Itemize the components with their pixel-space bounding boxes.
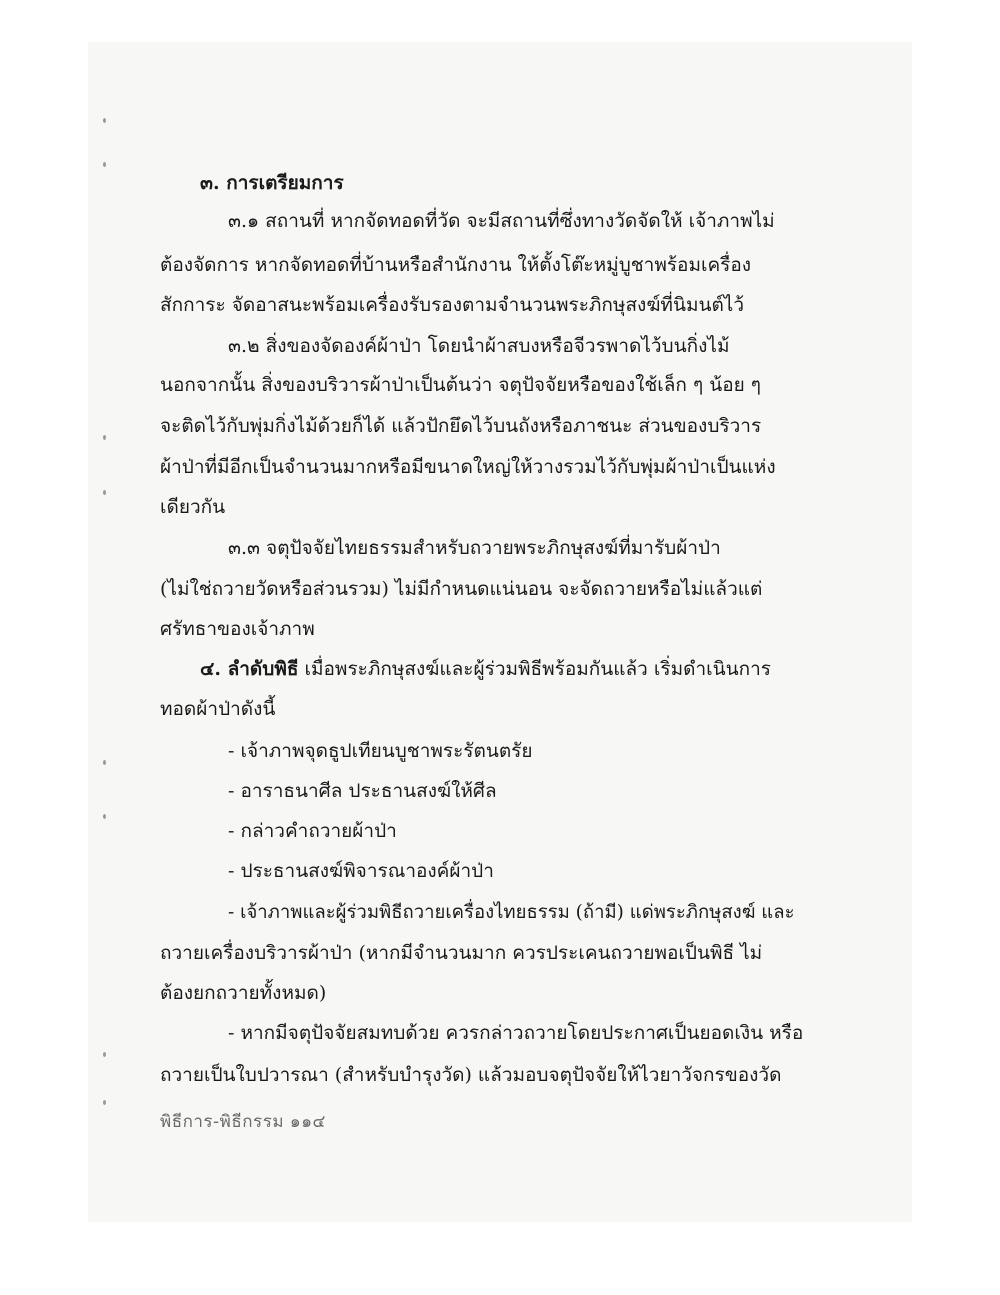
scan-speck (103, 760, 106, 765)
ceremony-step: - หากมีจตุปัจจัยสมทบด้วย ควรกล่าวถวายโดยประกาศเป็นยอดเงิน หรือ (228, 1022, 804, 1044)
ceremony-step: - ประธานสงฆ์พิจารณาองค์ผ้าป่า (228, 860, 494, 882)
page-footer: พิธีการ-พิธีกรรม ๑๑๔ (160, 1112, 326, 1132)
ceremony-step: - อาราธนาศีล ประธานสงฆ์ให้ศีล (228, 780, 497, 802)
paragraph-3-2-line: ผ้าป่าที่มีอีกเป็นจำนวนมากหรือมีขนาดใหญ่ให้วางรวมไว้กับพุ่มผ้าป่าเป็นแห่ง (160, 456, 776, 478)
ceremony-step: - เจ้าภาพและผู้ร่วมพิธีถวายเครื่องไทยธรรม (ถ้ามี) แด่พระภิกษุสงฆ์ และ (228, 902, 795, 923)
scan-speck (103, 435, 106, 440)
section-3-heading: ๓. การเตรียมการ (200, 172, 344, 194)
section-4-heading: ๔. ลำดับพิธี (200, 658, 299, 680)
paragraph-3-2-line: ๓.๒ สิ่งของจัดองค์ผ้าป่า โดยนำผ้าสบงหรือจีวรพาดไว้บนกิ่งไม้ (228, 335, 730, 357)
ceremony-step: - เจ้าภาพจุดธูปเทียนบูชาพระรัตนตรัย (228, 740, 533, 762)
paragraph-3-2-line: จะติดไว้กับพุ่มกิ่งไม้ด้วยก็ได้ แล้วปักยึดไว้บนถังหรือภาชนะ ส่วนของบริวาร (160, 415, 762, 437)
paragraph-3-2-line: นอกจากนั้น สิ่งของบริวารผ้าป่าเป็นต้นว่า จตุปัจจัยหรือของใช้เล็ก ๆ น้อย ๆ (160, 374, 761, 396)
scan-speck (103, 490, 106, 495)
paragraph-3-1-line: ๓.๑ สถานที่ หากจัดทอดที่วัด จะมีสถานที่ซึ่งทางวัดจัดให้ เจ้าภาพไม่ (228, 210, 775, 232)
ceremony-step: - กล่าวคำถวายผ้าป่า (228, 820, 397, 842)
ceremony-step-continued: ถวายเป็นใบปวารณา (สำหรับบำรุงวัด) แล้วมอบจตุปัจจัยให้ไวยาวัจกรของวัด (160, 1064, 782, 1086)
scan-speck (103, 162, 106, 167)
paragraph-3-3-line: (ไม่ใช่ถวายวัดหรือส่วนรวม) ไม่มีกำหนดแน่นอน จะจัดถวายหรือไม่แล้วแต่ (160, 578, 763, 600)
scan-speck (103, 118, 106, 123)
ceremony-step-continued: ถวายเครื่องบริวารผ้าป่า (หากมีจำนวนมาก ควรประเคนถวายพอเป็นพิธี ไม่ (160, 942, 763, 964)
ceremony-step-continued: ต้องยกถวายทั้งหมด) (160, 982, 327, 1004)
paragraph-3-2-line: เดียวกัน (160, 496, 226, 518)
section-4-intro-line: ทอดผ้าป่าดังนี้ (160, 698, 276, 720)
scan-speck (103, 1052, 106, 1057)
paragraph-3-1-line: ต้องจัดการ หากจัดทอดที่บ้านหรือสำนักงาน ให้ตั้งโต๊ะหมู่บูชาพร้อมเครื่อง (160, 254, 752, 276)
section-4-intro (200, 656, 771, 682)
scan-speck (103, 1100, 106, 1105)
paragraph-3-3-line: ๓.๓ จตุปัจจัยไทยธรรมสำหรับถวายพระภิกษุสงฆ์ที่มารับผ้าป่า (228, 537, 721, 559)
section-4-intro-text: เมื่อพระภิกษุสงฆ์และผู้ร่วมพิธีพร้อมกันแล้ว เริ่มดำเนินการ (298, 658, 771, 680)
paragraph-3-3-line: ศรัทธาของเจ้าภาพ (160, 618, 315, 640)
scan-speck (103, 814, 106, 819)
paragraph-3-1-line: สักการะ จัดอาสนะพร้อมเครื่องรับรองตามจำนวนพระภิกษุสงฆ์ที่นิมนต์ไว้ (160, 294, 745, 316)
